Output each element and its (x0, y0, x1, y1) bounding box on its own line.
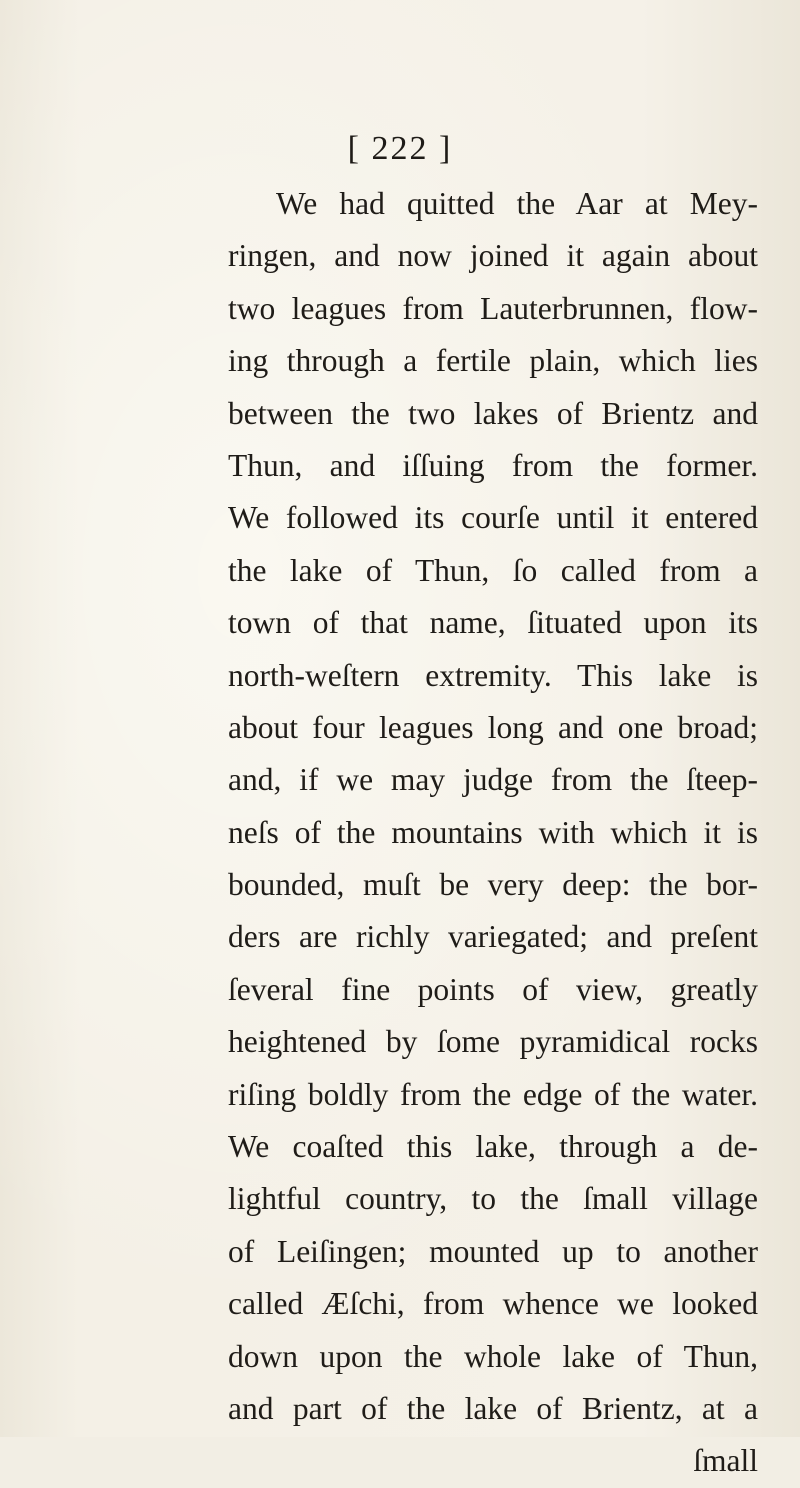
text-line: between the two lakes of Brientz and (228, 395, 758, 431)
text-line: about four leagues long and one broad; (228, 709, 758, 745)
text-line: ſeveral fine points of view, greatly (228, 971, 758, 1007)
page-number: [ 222 ] (347, 130, 453, 167)
text-line: town of that name, ſituated upon its (228, 605, 758, 641)
catchword: ſmall (693, 1443, 758, 1479)
text-line: and, if we may judge from the ſteep- (228, 762, 758, 798)
text-line: lightful country, to the ſmall village (228, 1181, 758, 1217)
text-line: We coaſted this lake, through a de- (228, 1129, 758, 1165)
text-line: We followed its courſe until it entered (228, 500, 758, 536)
text-line: ringen, and now joined it again about (228, 238, 758, 274)
text-line: neſs of the mountains with which it is (228, 814, 758, 850)
text-line: Thun, and iſſuing from the former. (228, 447, 758, 483)
body-text (228, 178, 758, 1488)
text-line: called Æſchi, from whence we looked (228, 1286, 758, 1322)
text-line: and part of the lake of Brientz, at a (228, 1390, 758, 1426)
text-line: riſing boldly from the edge of the water. (228, 1076, 758, 1112)
text-line: ing through a fertile plain, which lies (228, 343, 758, 379)
text-line: of Leiſingen; mounted up to another (228, 1233, 758, 1269)
text-line: two leagues from Lauterbrunnen, flow- (228, 290, 758, 326)
text-line: down upon the whole lake of Thun, (228, 1338, 758, 1374)
text-line: bounded, muſt be very deep: the bor- (228, 867, 758, 903)
text-line: the lake of Thun, ſo called from a (228, 552, 758, 588)
text-line: north-weſtern extremity. This lake is (228, 657, 758, 693)
text-line: heightened by ſome pyramidical rocks (228, 1024, 758, 1060)
text-line: ders are richly variegated; and preſent (228, 919, 758, 955)
text-line: We had quitted the Aar at Mey- (276, 186, 758, 221)
